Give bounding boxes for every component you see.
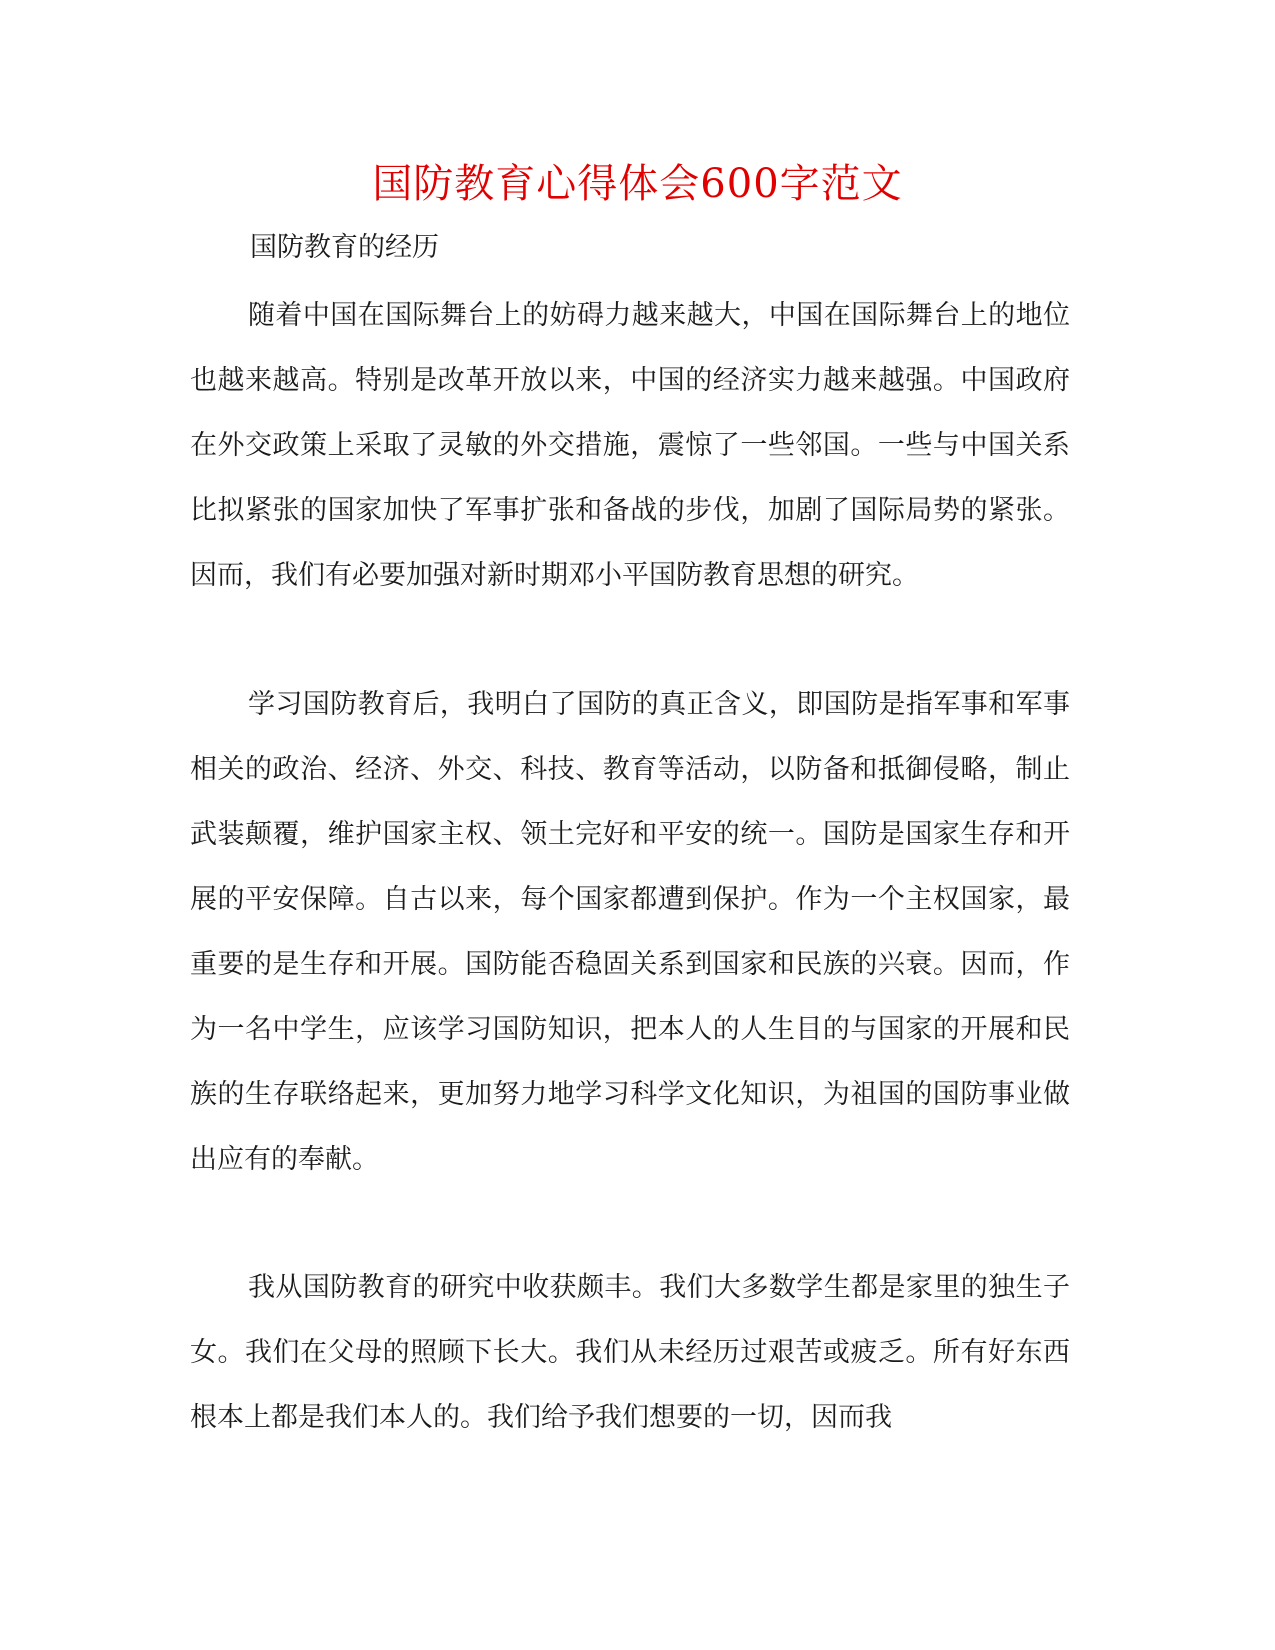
paragraph-1: 随着中国在国际舞台上的妨碍力越来越大，中国在国际舞台上的地位也越来越高。特别是改革开放以来，中国的经济实力越来越强。中国政府在外交政策上采取了灵敏的外交措施，震惊了一些邻国。一些与中国关系比拟紧张的国家加快了军事扩张和备战的步伐，加剧了国际局势的紧张。因而，我们有必要加强对新时期邓小平国防教育思想的研究。	[190, 300, 1070, 591]
paragraph-3: 我从国防教育的研究中收获颇丰。我们大多数学生都是家里的独生子女。我们在父母的照顾下长大。我们从未经历过艰苦或疲乏。所有好东西根本上都是我们本人的。我们给予我们想要的一切，因而我	[190, 1272, 1070, 1433]
section-heading: 国防教育的经历	[250, 232, 439, 263]
document-title: 国防教育心得体会600字范文	[372, 161, 903, 207]
paragraph-2: 学习国防教育后，我明白了国防的真正含义，即国防是指军事和军事相关的政治、经济、外交、科技、教育等活动，以防备和抵御侵略，制止武装颠覆，维护国家主权、领土完好和平安的统一。国防是国家生存和开展的平安保障。自古以来，每个国家都遭到保护。作为一个主权国家，最重要的是生存和开展。国防能否稳固关系到国家和民族的兴衰。因而，作为一名中学生，应该学习国防知识，把本人的人生目的与国家的开展和民族的生存联络起来，更加努力地学习科学文化知识，为祖国的国防事业做出应有的奉献。	[190, 689, 1070, 1175]
